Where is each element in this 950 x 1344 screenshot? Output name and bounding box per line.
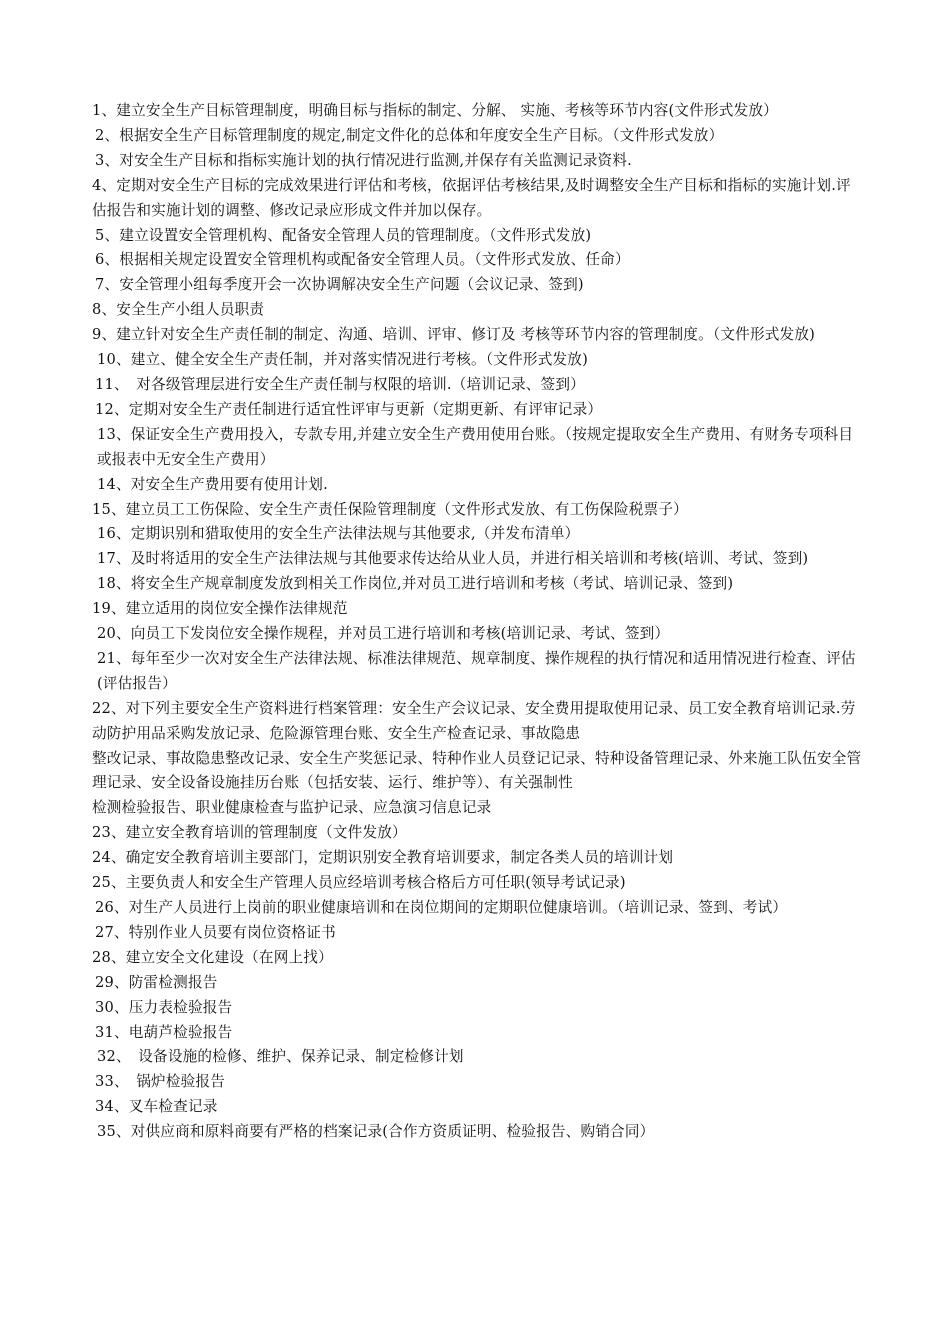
paragraph-21: 21、每年至少一次对安全生产法律法规、标准法律规范、规章制度、操作规程的执行情况和适用情况进行检查、评估(评估报告） [97, 649, 856, 692]
paragraph-1: 1、建立安全生产目标管理制度，明确目标与指标的制定、分解、 实施、考核等环节内容(文件形式发放） [92, 102, 778, 119]
paragraph-9: 9、建立针对安全生产责任制的制定、沟通、培训、评审、修订及 考核等环节内容的管理制度。（文件形式发放) [92, 326, 816, 344]
paragraph-29: 29、防雷检测报告 [95, 973, 218, 991]
paragraph-3: 3、对安全生产目标和指标实施计划的执行情况进行监测,并保存有关监测记录资料. [95, 151, 632, 169]
paragraph-28: 28、建立安全文化建设（在网上找） [92, 948, 333, 966]
paragraph-32: 32、 设备设施的检修、维护、保养记录、制定检修计划 [97, 1048, 464, 1066]
paragraph-7: 7、安全管理小组每季度开会一次协调解决安全生产问题（会议记录、签到) [95, 276, 584, 294]
paragraph-11: 11、 对各级管理层进行安全生产责任制与权限的培训.（培训记录、签到） [95, 375, 585, 393]
paragraph-22-continued: 整改记录、事故隐患整改记录、安全生产奖惩记录、特种作业人员登记记录、特种设备管理记录、外来施工队伍安全管理记录、安全设备设施挂历台账（包括安装、运行、维护等）、有关强制性 [92, 749, 862, 792]
paragraph-31: 31、电葫芦检验报告 [95, 1023, 233, 1041]
paragraph-15: 15、建立员工工伤保险、安全生产责任保险管理制度（文件形式发放、有工伤保险税票子） [92, 500, 688, 518]
paragraph-30: 30、压力表检验报告 [95, 998, 233, 1016]
document-body [92, 99, 862, 1145]
paragraph-35: 35、对供应商和原料商要有严格的档案记录(合作方资质证明、检验报告、购销合同） [97, 1123, 655, 1141]
paragraph-22-end: 检测检验报告、职业健康检查与监护记录、应急演习信息记录 [92, 799, 492, 817]
paragraph-10: 10、建立、健全安全生产责任制，并对落实情况进行考核。（文件形式发放) [97, 351, 588, 369]
paragraph-4: 4、定期对安全生产目标的完成效果进行评估和考核，依据评估考核结果,及时调整安全生产目标和指标的实施计划.评估报告和实施计划的调整、修改记录应形成文件并加以保存。 [92, 176, 851, 219]
paragraph-20: 20、向员工下发岗位安全操作规程，并对员工进行培训和考核(培训记录、考试、签到） [97, 625, 670, 643]
paragraph-13: 13、保证安全生产费用投入，专款专用,并建立安全生产费用使用台账。（按规定提取安全生产费用、有财务专项科目或报表中无安全生产费用） [97, 425, 854, 468]
paragraph-14: 14、对安全生产费用要有使用计划. [97, 475, 328, 493]
paragraph-22: 22、对下列主要安全生产资料进行档案管理：安全生产会议记录、安全费用提取使用记录、员工安全教育培训记录.劳动防护用品采购发放记录、危险源管理台账、安全生产检查记录、事故隐患 [92, 699, 856, 742]
paragraph-19: 19、建立适用的岗位安全操作法律规范 [92, 600, 348, 618]
paragraph-26: 26、对生产人员进行上岗前的职业健康培训和在岗位期间的定期职位健康培训。（培训记录、签到、考试） [95, 899, 788, 916]
paragraph-16: 16、定期识别和猎取使用的安全生产法律法规与其他要求,（并发布清单） [97, 525, 580, 543]
paragraph-5: 5、建立设置安全管理机构、配备安全管理人员的管理制度。（文件形式发放) [95, 226, 592, 244]
paragraph-2: 2、根据安全生产目标管理制度的规定,制定文件化的总体和年度安全生产目标。（文件形式发放） [95, 126, 724, 144]
paragraph-8: 8、安全生产小组人员职责 [92, 301, 265, 319]
paragraph-17: 17、及时将适用的安全生产法律法规与其他要求传达给从业人员，并进行相关培训和考核(培训、考试、签到) [97, 550, 809, 568]
paragraph-6: 6、根据相关规定设置安全管理机构或配备安全管理人员。（文件形式发放、任命） [95, 251, 630, 269]
paragraph-12: 12、定期对安全生产责任制进行适宜性评审与更新（定期更新、有评审记录） [95, 400, 603, 418]
paragraph-25: 25、主要负责人和安全生产管理人员应经培训考核合格后方可任职(领导考试记录) [92, 874, 626, 892]
paragraph-24: 24、确定安全教育培训主要部门，定期识别安全教育培训要求，制定各类人员的培训计划 [92, 849, 674, 867]
paragraph-23: 23、建立安全教育培训的管理制度（文件发放） [92, 824, 407, 842]
paragraph-27: 27、特别作业人员要有岗位资格证书 [95, 923, 336, 941]
paragraph-18: 18、将安全生产规章制度发放到相关工作岗位,并对员工进行培训和考核（考试、培训记录、签到) [97, 575, 734, 593]
paragraph-34: 34、叉车检查记录 [95, 1098, 218, 1116]
paragraph-33: 33、 锅炉检验报告 [95, 1073, 226, 1091]
